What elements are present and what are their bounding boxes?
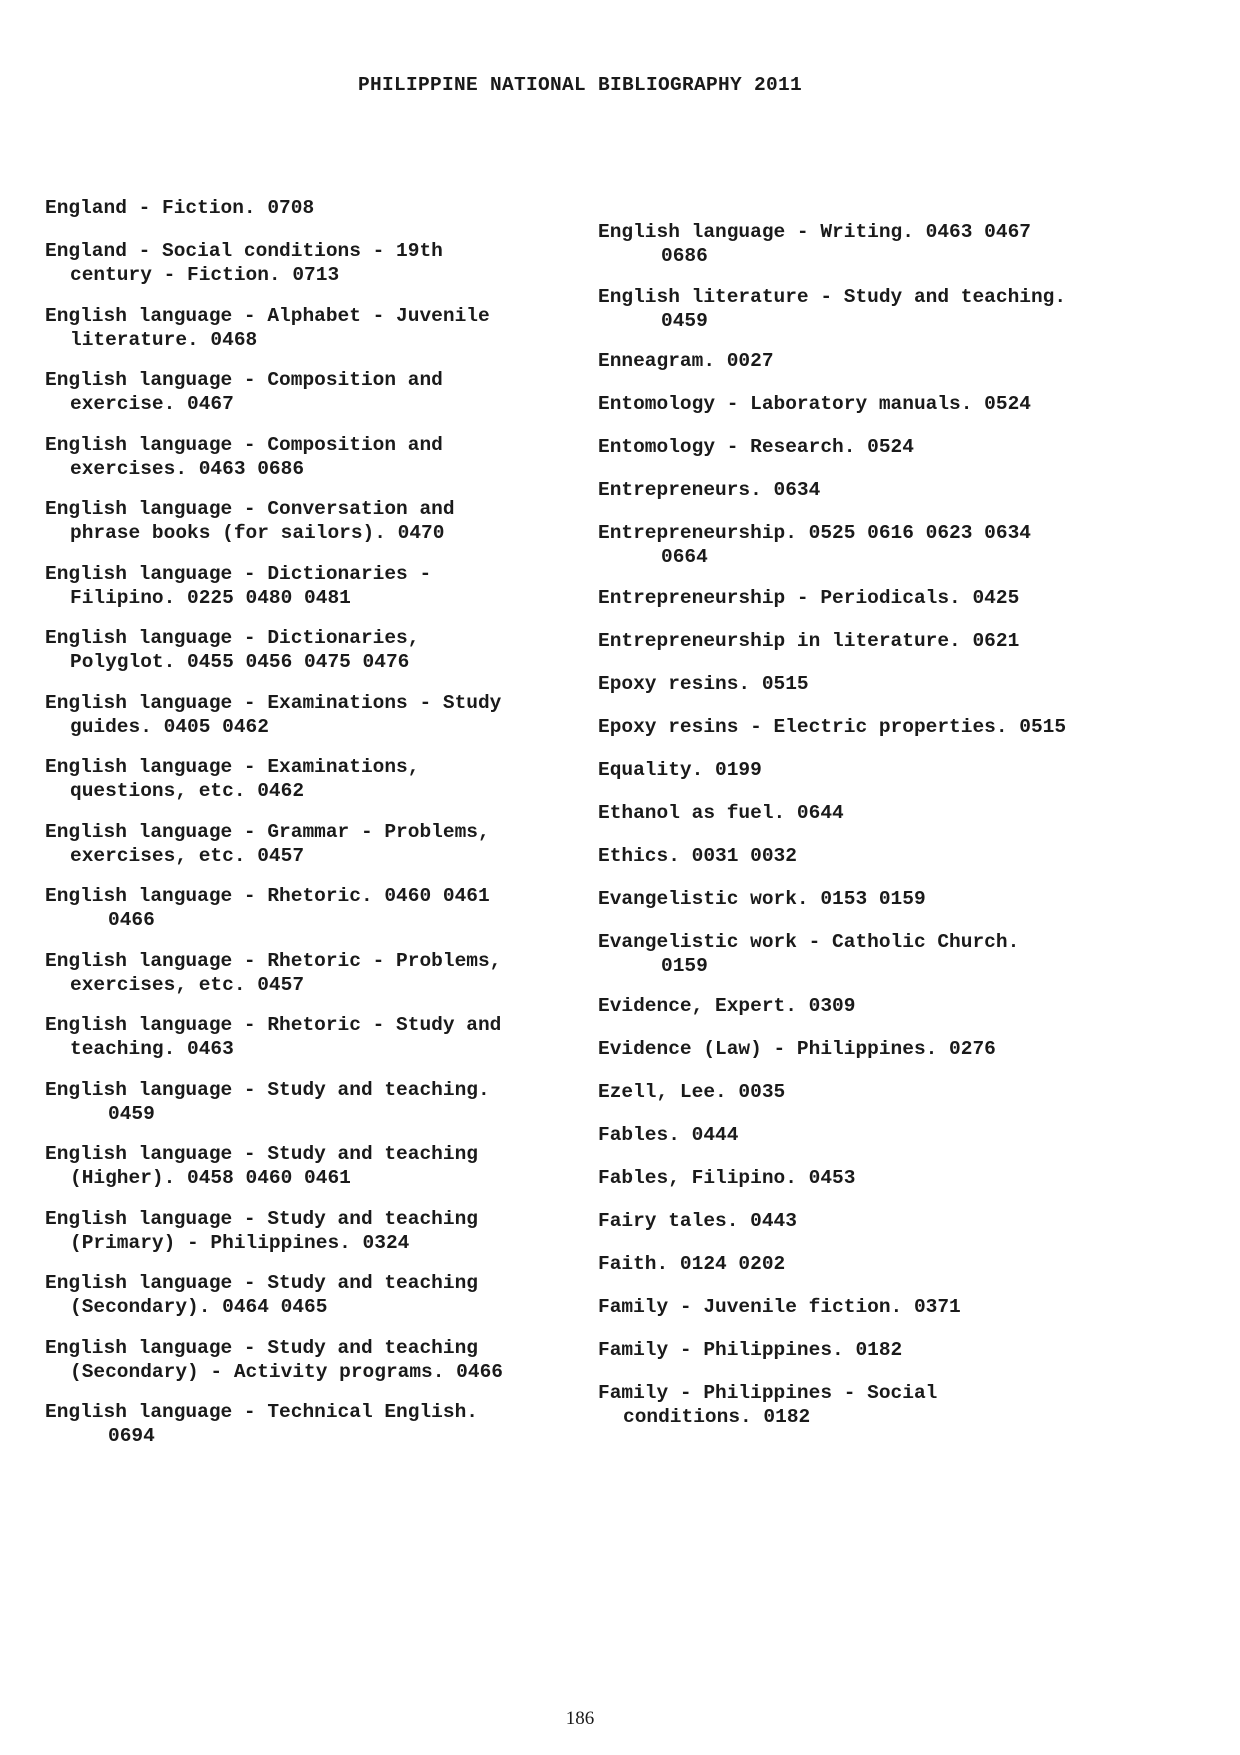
entry-heading: Entrepreneurship. 0525 0616 0623 0634: [598, 522, 1031, 544]
entry-heading: Ethanol as fuel. 0644: [598, 801, 844, 824]
entry-continuation: phrase books (for sailors). 0470: [70, 522, 445, 544]
index-entry: [598, 392, 1158, 416]
entry-continuation: questions, etc. 0462: [70, 780, 305, 802]
entry-continuation: 0664: [661, 546, 708, 568]
entry-heading: Evidence, Expert. 0309: [598, 995, 856, 1017]
entry-heading: Evidence (Law) - Philippines. 0276: [598, 1038, 996, 1060]
index-entry: [598, 1209, 1158, 1233]
index-entry: [598, 994, 1158, 1018]
entry-heading: Evangelistic work. 0153 0159: [598, 887, 926, 910]
index-entry: [598, 586, 1158, 610]
entry-heading: Epoxy resins - Electric properties. 0515: [598, 715, 1067, 738]
entry-heading: English language - Study and teaching: [45, 1272, 478, 1294]
index-entry: [598, 629, 1158, 653]
entry-heading: English language - Dictionaries -: [45, 562, 432, 585]
index-entry: [45, 691, 605, 739]
index-entry: [45, 562, 605, 610]
index-entry: [598, 521, 1158, 569]
index-entry: [598, 1166, 1158, 1190]
entry-heading: Ezell, Lee. 0035: [598, 1081, 786, 1103]
entry-heading: Family - Philippines - Social: [598, 1382, 938, 1404]
entry-continuation: (Secondary) - Activity programs. 0466: [70, 1360, 503, 1383]
entry-heading: Fairy tales. 0443: [598, 1210, 797, 1232]
entry-heading: Faith. 0124 0202: [598, 1253, 786, 1275]
entry-continuation: (Higher). 0458 0460 0461: [70, 1167, 351, 1189]
entry-heading: Fables, Filipino. 0453: [598, 1167, 856, 1189]
entry-continuation: exercises, etc. 0457: [70, 973, 305, 996]
entry-heading: Ethics. 0031 0032: [598, 844, 797, 867]
entry-heading: English language - Study and teaching: [45, 1207, 478, 1230]
entry-heading: English language - Study and teaching: [45, 1336, 478, 1359]
page-title: PHILIPPINE NATIONAL BIBLIOGRAPHY 2011: [357, 74, 803, 96]
index-entry: [45, 1207, 605, 1255]
index-entry: [45, 304, 605, 352]
entry-heading: English language - Rhetoric - Problems,: [45, 949, 502, 972]
entry-heading: English language - Composition and: [45, 433, 443, 456]
entry-heading: English language - Grammar - Problems,: [45, 820, 490, 843]
index-entry: [598, 887, 1158, 911]
index-entry: [598, 285, 1158, 333]
entry-heading: Entomology - Laboratory manuals. 0524: [598, 393, 1031, 415]
index-entry: [598, 930, 1158, 978]
index-entry: [45, 1078, 605, 1126]
index-entry: [598, 1295, 1158, 1319]
index-entry: [598, 349, 1158, 373]
index-entry: [45, 1271, 605, 1319]
entry-heading: English language - Technical English.: [45, 1401, 478, 1423]
entry-heading: English language - Examinations,: [45, 756, 420, 778]
entry-heading: English language - Conversation and: [45, 498, 455, 520]
entry-continuation: exercise. 0467: [70, 393, 234, 415]
entry-heading: Fables. 0444: [598, 1124, 739, 1146]
entry-heading: English language - Writing. 0463 0467: [598, 221, 1031, 243]
index-entry: [598, 1252, 1158, 1276]
entry-heading: England - Social conditions - 19th: [45, 240, 443, 262]
index-entry: [598, 758, 1158, 782]
index-entry: [598, 844, 1158, 868]
entry-continuation: exercises, etc. 0457: [70, 844, 305, 867]
index-entry: [45, 1013, 605, 1061]
entry-continuation: (Primary) - Philippines. 0324: [70, 1231, 410, 1254]
index-entry: [598, 220, 1158, 268]
index-entry: [598, 1338, 1158, 1362]
index-entry: [598, 478, 1158, 502]
entry-continuation: 0694: [108, 1425, 155, 1447]
index-entry: [45, 1400, 605, 1448]
entry-heading: English language - Examinations - Study: [45, 691, 502, 714]
entry-heading: English language - Composition and: [45, 369, 443, 391]
entry-continuation: 0159: [661, 954, 708, 977]
entry-continuation: century - Fiction. 0713: [70, 264, 340, 286]
index-entry: [45, 239, 605, 287]
entry-heading: Family - Philippines. 0182: [598, 1339, 903, 1361]
entry-continuation: 0686: [661, 245, 708, 267]
index-entry: [45, 820, 605, 868]
index-entry: [45, 433, 605, 481]
entry-continuation: guides. 0405 0462: [70, 715, 269, 738]
index-entry: [45, 755, 605, 803]
entry-heading: English language - Study and teaching.: [45, 1078, 490, 1101]
entry-continuation: conditions. 0182: [623, 1406, 811, 1428]
entry-heading: Family - Juvenile fiction. 0371: [598, 1296, 961, 1318]
index-entry: [598, 801, 1158, 825]
entry-continuation: teaching. 0463: [70, 1038, 234, 1060]
entry-heading: English language - Rhetoric. 0460 0461: [45, 885, 490, 907]
index-entry: [45, 626, 605, 674]
index-entry: [45, 497, 605, 545]
entry-heading: English literature - Study and teaching.: [598, 285, 1067, 308]
index-entry: [598, 1080, 1158, 1104]
entry-heading: English language - Dictionaries,: [45, 627, 420, 649]
index-entry: [598, 1381, 1158, 1429]
entry-heading: English language - Rhetoric - Study and: [45, 1014, 502, 1036]
index-entry: [598, 1123, 1158, 1147]
entry-heading: Entrepreneurs. 0634: [598, 479, 821, 501]
entry-continuation: Filipino. 0225 0480 0481: [70, 586, 351, 609]
index-entry: [45, 949, 605, 997]
index-entry: [598, 672, 1158, 696]
entry-continuation: exercises. 0463 0686: [70, 457, 305, 480]
entry-heading: English language - Study and teaching: [45, 1143, 478, 1165]
entry-heading: Equality. 0199: [598, 758, 762, 781]
index-entry: [598, 435, 1158, 459]
entry-continuation: 0459: [108, 1102, 155, 1125]
entry-heading: Evangelistic work - Catholic Church.: [598, 930, 1020, 953]
index-entry: [598, 1037, 1158, 1061]
entry-heading: Entomology - Research. 0524: [598, 436, 914, 458]
entry-continuation: (Secondary). 0464 0465: [70, 1296, 328, 1318]
entry-continuation: literature. 0468: [70, 328, 258, 351]
entry-heading: Epoxy resins. 0515: [598, 672, 809, 695]
entry-continuation: Polyglot. 0455 0456 0475 0476: [70, 651, 410, 673]
entry-heading: English language - Alphabet - Juvenile: [45, 304, 490, 327]
entry-heading: Entrepreneurship in literature. 0621: [598, 629, 1020, 652]
entry-heading: England - Fiction. 0708: [45, 197, 315, 219]
entry-continuation: 0466: [108, 909, 155, 931]
index-entry: [45, 884, 605, 932]
index-entry: [598, 715, 1158, 739]
index-entry: [45, 1142, 605, 1190]
entry-heading: Enneagram. 0027: [598, 350, 774, 372]
index-entry: [45, 368, 605, 416]
entry-heading: Entrepreneurship - Periodicals. 0425: [598, 586, 1020, 609]
index-entry: [45, 196, 605, 220]
entry-continuation: 0459: [661, 309, 708, 332]
page-number: 186: [565, 1708, 595, 1729]
index-entry: [45, 1336, 605, 1384]
